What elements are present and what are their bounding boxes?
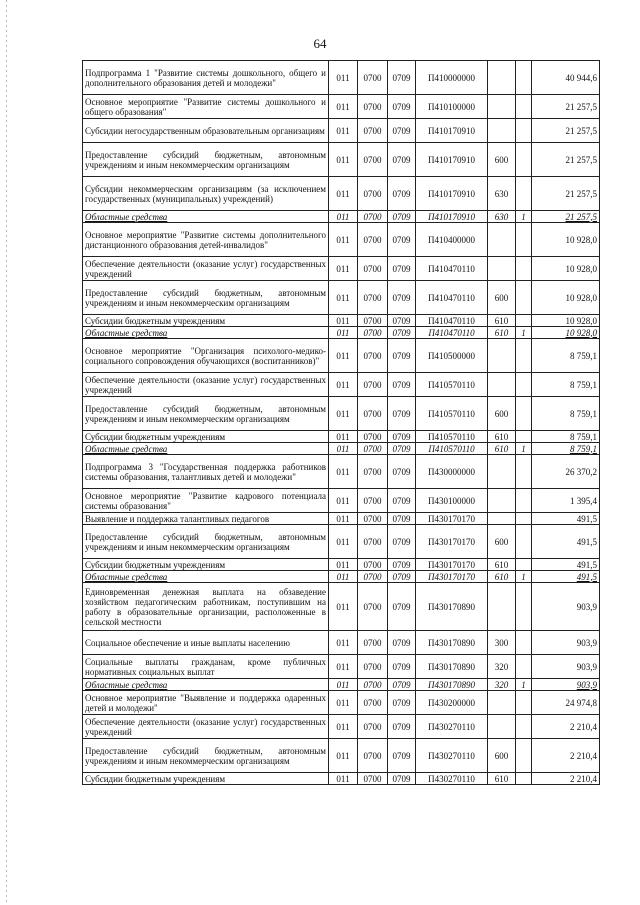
expense-kind-code: 320 — [488, 679, 516, 691]
section-code: 0700 — [358, 339, 388, 373]
budget-item-name: Областные средства — [83, 327, 329, 339]
amount-value: 21 257,5 — [532, 95, 600, 119]
ministry-code: 011 — [329, 455, 358, 489]
section-code: 0700 — [358, 715, 388, 739]
table-row — [83, 315, 600, 327]
budget-item-name: Основное мероприятие "Организация психолого-медико-социального сопровождения обучающихся (воспитанников)" — [83, 339, 329, 373]
table-row — [83, 679, 600, 691]
subsection-code: 0709 — [388, 95, 416, 119]
budget-item-name: Предоставление субсидий бюджетным, автономным учреждениям и иным некоммерческим организациям — [83, 281, 329, 315]
amount-value: 24 974,8 — [532, 691, 600, 715]
expense-kind-code — [488, 513, 516, 525]
target-article-code: П410470110 — [416, 315, 488, 327]
target-article-code: П410570110 — [416, 431, 488, 443]
target-article-code: П430170170 — [416, 559, 488, 571]
subsection-code: 0709 — [388, 525, 416, 559]
subsection-code: 0709 — [388, 455, 416, 489]
funding-source-code — [516, 583, 532, 631]
target-article-code: П410170910 — [416, 143, 488, 177]
amount-value: 2 210,4 — [532, 773, 600, 785]
ministry-code: 011 — [329, 571, 358, 583]
expense-kind-code: 610 — [488, 327, 516, 339]
ministry-code: 011 — [329, 631, 358, 655]
section-code: 0700 — [358, 559, 388, 571]
subsection-code: 0709 — [388, 211, 416, 223]
funding-source-code: 1 — [516, 679, 532, 691]
section-code: 0700 — [358, 443, 388, 455]
expense-kind-code — [488, 715, 516, 739]
funding-source-code — [516, 455, 532, 489]
amount-value: 8 759,1 — [532, 443, 600, 455]
amount-value: 10 928,0 — [532, 327, 600, 339]
ministry-code: 011 — [329, 773, 358, 785]
section-code: 0700 — [358, 143, 388, 177]
expense-kind-code: 600 — [488, 525, 516, 559]
budget-item-name: Субсидии некоммерческим организациям (за исключением государственных (муниципальных) учреждений) — [83, 177, 329, 211]
ministry-code: 011 — [329, 715, 358, 739]
table-row — [83, 655, 600, 679]
section-code: 0700 — [358, 397, 388, 431]
subsection-code: 0709 — [388, 679, 416, 691]
expense-kind-code — [488, 373, 516, 397]
section-code: 0700 — [358, 525, 388, 559]
funding-source-code — [516, 489, 532, 513]
funding-source-code — [516, 773, 532, 785]
funding-source-code — [516, 339, 532, 373]
target-article-code: П430170170 — [416, 513, 488, 525]
funding-source-code — [516, 559, 532, 571]
section-code: 0700 — [358, 177, 388, 211]
table-row — [83, 773, 600, 785]
ministry-code: 011 — [329, 339, 358, 373]
subsection-code: 0709 — [388, 177, 416, 211]
subsection-code: 0709 — [388, 773, 416, 785]
amount-value: 491,5 — [532, 571, 600, 583]
expense-kind-code — [488, 95, 516, 119]
table-row — [83, 525, 600, 559]
funding-source-code — [516, 61, 532, 95]
funding-source-code — [516, 631, 532, 655]
amount-value: 8 759,1 — [532, 339, 600, 373]
funding-source-code — [516, 223, 532, 257]
target-article-code: П430270110 — [416, 739, 488, 773]
section-code: 0700 — [358, 583, 388, 631]
amount-value: 21 257,5 — [532, 177, 600, 211]
subsection-code: 0709 — [388, 571, 416, 583]
target-article-code: П410470110 — [416, 327, 488, 339]
ministry-code: 011 — [329, 513, 358, 525]
budget-item-name: Обеспечение деятельности (оказание услуг) государственных учреждений — [83, 373, 329, 397]
funding-source-code — [516, 691, 532, 715]
funding-source-code — [516, 397, 532, 431]
amount-value: 491,5 — [532, 559, 600, 571]
target-article-code: П430100000 — [416, 489, 488, 513]
funding-source-code — [516, 143, 532, 177]
budget-item-name: Субсидии бюджетным учреждениям — [83, 315, 329, 327]
amount-value: 10 928,0 — [532, 281, 600, 315]
section-code: 0700 — [358, 95, 388, 119]
expense-kind-code: 610 — [488, 431, 516, 443]
section-code: 0700 — [358, 655, 388, 679]
amount-value: 903,9 — [532, 631, 600, 655]
subsection-code: 0709 — [388, 397, 416, 431]
subsection-code: 0709 — [388, 513, 416, 525]
target-article-code: П410170910 — [416, 211, 488, 223]
expense-kind-code: 600 — [488, 143, 516, 177]
expense-kind-code — [488, 223, 516, 257]
subsection-code: 0709 — [388, 431, 416, 443]
target-article-code: П410570110 — [416, 443, 488, 455]
target-article-code: П430270110 — [416, 715, 488, 739]
target-article-code: П410170910 — [416, 177, 488, 211]
table-row — [83, 223, 600, 257]
budget-item-name: Основное мероприятие "Развитие кадрового потенциала системы образования" — [83, 489, 329, 513]
target-article-code: П430170890 — [416, 583, 488, 631]
target-article-code: П430170170 — [416, 571, 488, 583]
table-row — [83, 177, 600, 211]
expense-kind-code — [488, 583, 516, 631]
expense-kind-code: 320 — [488, 655, 516, 679]
subsection-code: 0709 — [388, 327, 416, 339]
budget-item-name: Единовременная денежная выплата на обзаведение хозяйством педагогическим работникам, поступившим на работу в образовательные организации, расположенные в сельской местности — [83, 583, 329, 631]
amount-value: 26 370,2 — [532, 455, 600, 489]
ministry-code: 011 — [329, 679, 358, 691]
expense-kind-code — [488, 339, 516, 373]
amount-value: 903,9 — [532, 655, 600, 679]
budget-item-name: Субсидии бюджетным учреждениям — [83, 773, 329, 785]
budget-item-name: Областные средства — [83, 571, 329, 583]
funding-source-code — [516, 315, 532, 327]
section-code: 0700 — [358, 513, 388, 525]
funding-source-code — [516, 119, 532, 143]
section-code: 0700 — [358, 455, 388, 489]
ministry-code: 011 — [329, 443, 358, 455]
ministry-code: 011 — [329, 95, 358, 119]
budget-item-name: Предоставление субсидий бюджетным, автономным учреждениям и иным некоммерческим организациям — [83, 397, 329, 431]
budget-item-name: Предоставление субсидий бюджетным, автономным учреждениям и иным некоммерческим организациям — [83, 143, 329, 177]
amount-value: 10 928,0 — [532, 257, 600, 281]
table-row — [83, 691, 600, 715]
table-row — [83, 373, 600, 397]
funding-source-code — [516, 739, 532, 773]
budget-item-name: Социальное обеспечение и иные выплаты населению — [83, 631, 329, 655]
amount-value: 21 257,5 — [532, 211, 600, 223]
ministry-code: 011 — [329, 327, 358, 339]
target-article-code: П410570110 — [416, 397, 488, 431]
table-row — [83, 739, 600, 773]
section-code: 0700 — [358, 679, 388, 691]
amount-value: 2 210,4 — [532, 739, 600, 773]
ministry-code: 011 — [329, 177, 358, 211]
section-code: 0700 — [358, 281, 388, 315]
subsection-code: 0709 — [388, 739, 416, 773]
budget-item-name: Основное мероприятие "Развитие системы дополнительного дистанционного образования детей-инвалидов" — [83, 223, 329, 257]
funding-source-code: 1 — [516, 211, 532, 223]
budget-item-name: Обеспечение деятельности (оказание услуг) государственных учреждений — [83, 715, 329, 739]
section-code: 0700 — [358, 373, 388, 397]
funding-source-code — [516, 177, 532, 211]
target-article-code: П410470110 — [416, 281, 488, 315]
table-row — [83, 339, 600, 373]
subsection-code: 0709 — [388, 61, 416, 95]
amount-value: 1 395,4 — [532, 489, 600, 513]
funding-source-code — [516, 513, 532, 525]
page-number: 64 — [313, 36, 327, 51]
budget-item-name: Подпрограмма 3 "Государственная поддержка работников системы образования, талантливых детей и молодежи" — [83, 455, 329, 489]
scan-margin-line — [6, 0, 7, 905]
amount-value: 903,9 — [532, 679, 600, 691]
funding-source-code — [516, 95, 532, 119]
expense-kind-code: 630 — [488, 177, 516, 211]
target-article-code: П430170170 — [416, 525, 488, 559]
expense-kind-code: 600 — [488, 397, 516, 431]
subsection-code: 0709 — [388, 223, 416, 257]
expense-kind-code — [488, 489, 516, 513]
subsection-code: 0709 — [388, 559, 416, 571]
budget-item-name: Субсидии бюджетным учреждениям — [83, 431, 329, 443]
section-code: 0700 — [358, 223, 388, 257]
ministry-code: 011 — [329, 525, 358, 559]
funding-source-code — [516, 431, 532, 443]
amount-value: 21 257,5 — [532, 119, 600, 143]
budget-item-name: Субсидии негосударственным образовательным организациям — [83, 119, 329, 143]
budget-item-name: Предоставление субсидий бюджетным, автономным учреждениям и иным некоммерческим организациям — [83, 525, 329, 559]
ministry-code: 011 — [329, 281, 358, 315]
target-article-code: П410470110 — [416, 257, 488, 281]
funding-source-code — [516, 373, 532, 397]
target-article-code: П410400000 — [416, 223, 488, 257]
subsection-code: 0709 — [388, 143, 416, 177]
subsection-code: 0709 — [388, 257, 416, 281]
section-code: 0700 — [358, 327, 388, 339]
expense-kind-code: 610 — [488, 773, 516, 785]
ministry-code: 011 — [329, 431, 358, 443]
budget-item-name: Обеспечение деятельности (оказание услуг) государственных учреждений — [83, 257, 329, 281]
target-article-code: П430170890 — [416, 655, 488, 679]
subsection-code: 0709 — [388, 339, 416, 373]
ministry-code: 011 — [329, 211, 358, 223]
amount-value: 40 944,6 — [532, 61, 600, 95]
table-row — [83, 571, 600, 583]
table-row — [83, 257, 600, 281]
ministry-code: 011 — [329, 655, 358, 679]
expense-kind-code — [488, 61, 516, 95]
table-row — [83, 327, 600, 339]
expense-kind-code — [488, 257, 516, 281]
budget-item-name: Предоставление субсидий бюджетным, автономным учреждениям и иным некоммерческим организациям — [83, 739, 329, 773]
expense-kind-code: 610 — [488, 559, 516, 571]
target-article-code: П430200000 — [416, 691, 488, 715]
ministry-code: 011 — [329, 315, 358, 327]
expense-kind-code: 610 — [488, 443, 516, 455]
expense-kind-code: 610 — [488, 571, 516, 583]
funding-source-code — [516, 281, 532, 315]
budget-item-name: Социальные выплаты гражданам, кроме публичных нормативных социальных выплат — [83, 655, 329, 679]
amount-value: 8 759,1 — [532, 431, 600, 443]
target-article-code: П410000000 — [416, 61, 488, 95]
funding-source-code — [516, 525, 532, 559]
funding-source-code: 1 — [516, 327, 532, 339]
budget-item-name: Областные средства — [83, 443, 329, 455]
ministry-code: 011 — [329, 559, 358, 571]
amount-value: 21 257,5 — [532, 143, 600, 177]
funding-source-code: 1 — [516, 443, 532, 455]
ministry-code: 011 — [329, 143, 358, 177]
table-row — [83, 95, 600, 119]
subsection-code: 0709 — [388, 119, 416, 143]
ministry-code: 011 — [329, 119, 358, 143]
expense-kind-code: 630 — [488, 211, 516, 223]
expense-kind-code: 300 — [488, 631, 516, 655]
table-row — [83, 583, 600, 631]
ministry-code: 011 — [329, 61, 358, 95]
section-code: 0700 — [358, 315, 388, 327]
target-article-code: П410500000 — [416, 339, 488, 373]
subsection-code: 0709 — [388, 443, 416, 455]
target-article-code: П430170890 — [416, 679, 488, 691]
table-row — [83, 431, 600, 443]
section-code: 0700 — [358, 211, 388, 223]
subsection-code: 0709 — [388, 281, 416, 315]
table-row — [83, 61, 600, 95]
section-code: 0700 — [358, 489, 388, 513]
funding-source-code — [516, 715, 532, 739]
subsection-code: 0709 — [388, 373, 416, 397]
section-code: 0700 — [358, 773, 388, 785]
expense-kind-code: 610 — [488, 315, 516, 327]
section-code: 0700 — [358, 119, 388, 143]
table-row — [83, 119, 600, 143]
amount-value: 10 928,0 — [532, 223, 600, 257]
amount-value: 491,5 — [532, 513, 600, 525]
target-article-code: П410170910 — [416, 119, 488, 143]
ministry-code: 011 — [329, 223, 358, 257]
target-article-code: П430170890 — [416, 631, 488, 655]
budget-item-name: Субсидии бюджетным учреждениям — [83, 559, 329, 571]
funding-source-code — [516, 655, 532, 679]
table-row — [83, 559, 600, 571]
budget-item-name: Областные средства — [83, 211, 329, 223]
table-row — [83, 443, 600, 455]
section-code: 0700 — [358, 257, 388, 281]
target-article-code: П430000000 — [416, 455, 488, 489]
ministry-code: 011 — [329, 691, 358, 715]
ministry-code: 011 — [329, 257, 358, 281]
amount-value: 8 759,1 — [532, 397, 600, 431]
amount-value: 8 759,1 — [532, 373, 600, 397]
table-row — [83, 631, 600, 655]
table-row — [83, 455, 600, 489]
table-row — [83, 397, 600, 431]
expense-kind-code — [488, 119, 516, 143]
target-article-code: П430270110 — [416, 773, 488, 785]
target-article-code: П410570110 — [416, 373, 488, 397]
budget-item-name: Областные средства — [83, 679, 329, 691]
ministry-code: 011 — [329, 739, 358, 773]
subsection-code: 0709 — [388, 715, 416, 739]
funding-source-code: 1 — [516, 571, 532, 583]
section-code: 0700 — [358, 631, 388, 655]
section-code: 0700 — [358, 739, 388, 773]
table-row — [83, 513, 600, 525]
subsection-code: 0709 — [388, 583, 416, 631]
section-code: 0700 — [358, 61, 388, 95]
expense-kind-code: 600 — [488, 281, 516, 315]
amount-value: 10 928,0 — [532, 315, 600, 327]
amount-value: 491,5 — [532, 525, 600, 559]
budget-item-name: Основное мероприятие "Развитие системы дошкольного и общего образования" — [83, 95, 329, 119]
ministry-code: 011 — [329, 489, 358, 513]
section-code: 0700 — [358, 691, 388, 715]
section-code: 0700 — [358, 431, 388, 443]
budget-table — [82, 60, 600, 785]
expense-kind-code — [488, 691, 516, 715]
subsection-code: 0709 — [388, 489, 416, 513]
budget-item-name: Подпрограмма 1 "Развитие системы дошкольного, общего и дополнительного образования детей и молодежи" — [83, 61, 329, 95]
amount-value: 903,9 — [532, 583, 600, 631]
budget-item-name: Выявление и поддержка талантливых педагогов — [83, 513, 329, 525]
table-row — [83, 211, 600, 223]
budget-table-body — [83, 61, 600, 785]
table-row — [83, 281, 600, 315]
subsection-code: 0709 — [388, 691, 416, 715]
amount-value: 2 210,4 — [532, 715, 600, 739]
subsection-code: 0709 — [388, 655, 416, 679]
ministry-code: 011 — [329, 373, 358, 397]
table-row — [83, 143, 600, 177]
section-code: 0700 — [358, 571, 388, 583]
table-row — [83, 489, 600, 513]
budget-item-name: Основное мероприятие "Выявление и поддержка одаренных детей и молодежи" — [83, 691, 329, 715]
subsection-code: 0709 — [388, 631, 416, 655]
ministry-code: 011 — [329, 583, 358, 631]
expense-kind-code — [488, 455, 516, 489]
subsection-code: 0709 — [388, 315, 416, 327]
table-row — [83, 715, 600, 739]
ministry-code: 011 — [329, 397, 358, 431]
target-article-code: П410100000 — [416, 95, 488, 119]
expense-kind-code: 600 — [488, 739, 516, 773]
funding-source-code — [516, 257, 532, 281]
